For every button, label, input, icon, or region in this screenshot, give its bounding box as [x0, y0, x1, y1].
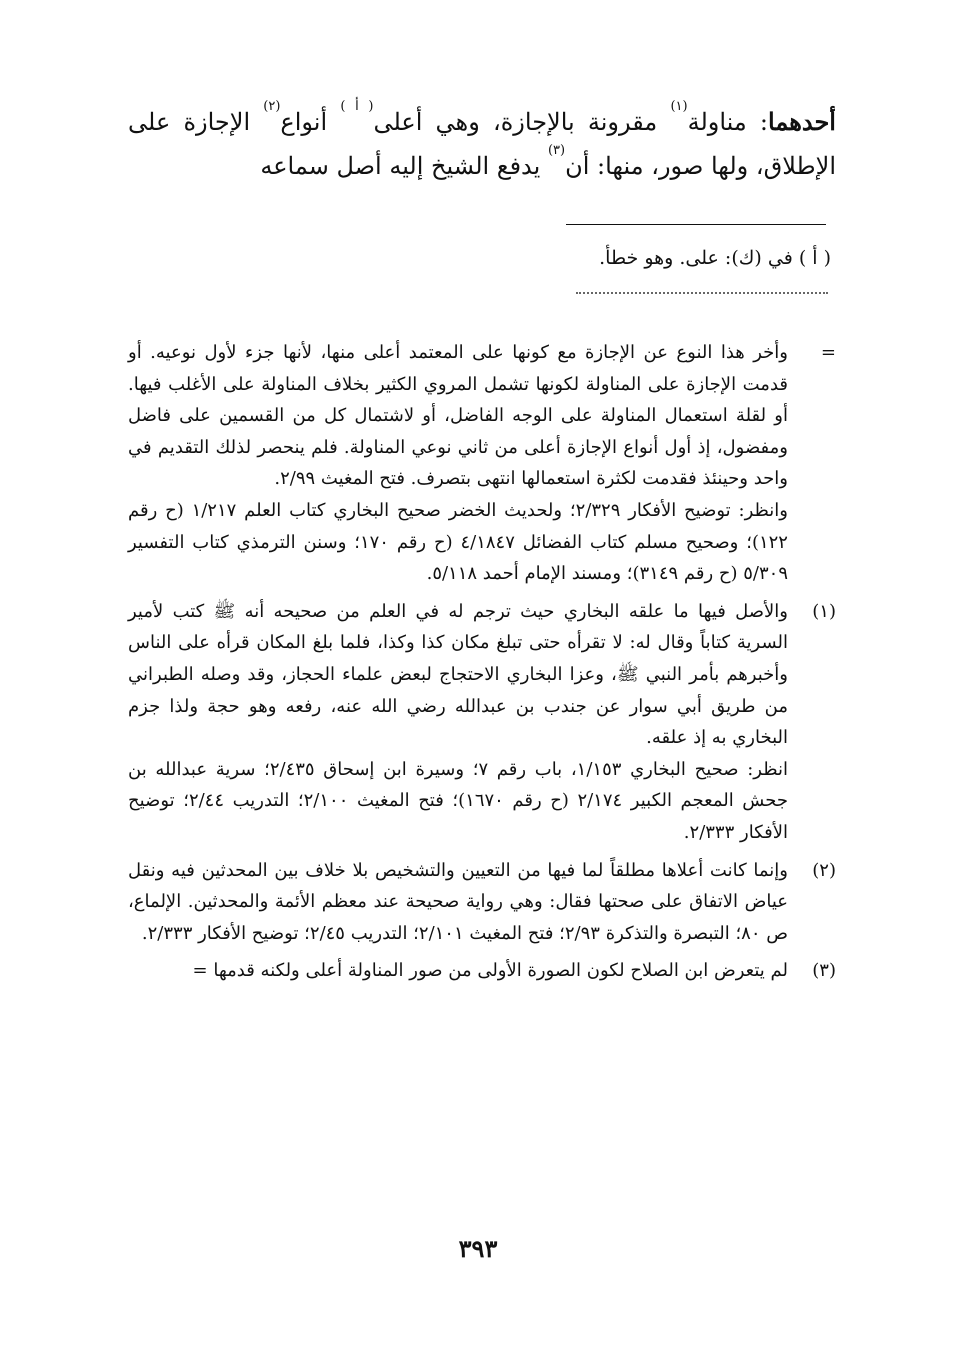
footnote-marker: (٢) — [812, 859, 836, 881]
footnote-1 — [128, 596, 836, 849]
footnote-paragraph: وأخر هذا النوع عن الإجازة مع كونها على المعتمد أعلى منها، لأنها جزء لأول نوعيه. أو قدمت الإجازة على المناولة لكونها تشمل المروي الكثير بخلاف المناولة على الأغلب فيها. أو لقلة استعمال المناولة على الوجه الفاضل، أو لاشتمال كل من القسمين على فاضل ومفضول، إذ أول أنواع الإجازة أعلى من ثاني نوعي المناولة. فلم ينحصر لذلك التقديم في واحد وحينئذ فقدمت لكثرة استعمالها انتهى بتصرف. فتح المغيث ٢/٩٩. — [128, 342, 788, 490]
footnote-paragraph: وانظر: توضيح الأفكار ٢/٣٢٩؛ ولحديث الخضر صحيح البخاري كتاب العلم ١/٢١٧ (ح رقم ١٢٢)؛ وصحيح مسلم كتاب الفضائل ٤/١٨٤٧ (ح رقم ١٧٠؛ وسنن الترمذي كتاب التفسير ٥/٣٠٩ (ح رقم ٣١٤٩)؛ ومسند الإمام أحمد ٥/١١٨. — [128, 499, 788, 585]
footnote-marker: (٣) — [812, 960, 836, 982]
footnote-body — [128, 337, 788, 590]
footnote-paragraph: والأصل فيها ما علقه البخاري حيث ترجم له في العلم من صحيحه أنه ﷺ كتب لأمير السرية كتاباً وقال له: لا تقرأه حتى تبلغ مكان كذا وكذا، فلما بلغ المكان قرأه على الناس وأخبرهم بأمر النبي ﷺ، وعزا البخاري الاحتجاج لبعض علماء الحجاز، وقد وصله الطبراني من طريق أبي سوار عن جندب بن عبدالله رضي الله عنه، رفعه وهو حجة ولذا جزم البخاري به إذ علقه. — [128, 600, 788, 749]
variant-ref-a: ( أ ) — [340, 99, 374, 114]
footnote-body — [128, 596, 788, 849]
footnote-marker: (١) — [812, 600, 836, 622]
main-text-part-1: : مناولة — [687, 108, 769, 136]
footnote-ref-1: (١) — [670, 99, 688, 114]
main-text-lead: أحدهما — [768, 107, 836, 136]
footnote-body — [128, 955, 788, 987]
footnote-body — [128, 855, 788, 950]
main-text-part-4: الإجازة على الإطلاق، ولها صور، منها: أن — [128, 108, 836, 180]
footnote-3 — [128, 955, 836, 987]
variant-note: ( أ ) في (ك): على. وهو خطأ. — [599, 247, 831, 269]
footnote-paragraph: انظر: صحيح البخاري ١/١٥٣، باب رقم ٧؛ وسيرة ابن إسحاق ٢/٤٣٥؛ سرية عبدالله بن جحش المعجم الكبير ٢/١٧٤ (ح رقم ١٦٧٠)؛ فتح المغيث ٢/١٠٠؛ التدريب ٢/٤٤؛ توضيح الأفكار ٢/٣٣٣. — [128, 758, 788, 843]
main-text-part-3: أنواع — [280, 108, 341, 136]
main-text — [128, 100, 836, 188]
footnote-separator — [566, 224, 826, 225]
main-text-part-2: مقرونة بالإجازة، وهي أعلى — [373, 108, 671, 136]
page-number: ٣٩٣ — [458, 1234, 498, 1263]
footnote-continued — [128, 337, 836, 590]
footnote-2 — [128, 855, 836, 950]
main-text-part-5: يدفع الشيخ إليه أصل سماعه — [260, 152, 548, 180]
footnote-ref-3: (٣) — [547, 143, 566, 158]
footnotes — [128, 337, 836, 993]
footnote-ref-2: (٢) — [263, 99, 281, 114]
footnote-paragraph: وإنما كانت أعلاها مطلقاً لما فيها من التعيين والتشخيص بلا خلاف بين المحدثين فيه ونقل عياض الاتفاق على صحتها فقال: وهي رواية صحيحة عند معظم الأئمة والمحدثين. الإلماع، ص ٨٠؛ التبصرة والتذكرة ٢/٩٣؛ فتح المغيث ٢/١٠١؛ التدريب ٢/٤٥؛ توضيح الأفكار ٢/٣٣٣. — [128, 859, 788, 944]
dotted-separator — [576, 292, 828, 294]
footnote-paragraph: لم يتعرض ابن الصلاح لكون الصورة الأولى من صور المناولة أعلى ولكنه قدمها = — [192, 960, 788, 982]
footnote-marker: = — [820, 342, 836, 363]
